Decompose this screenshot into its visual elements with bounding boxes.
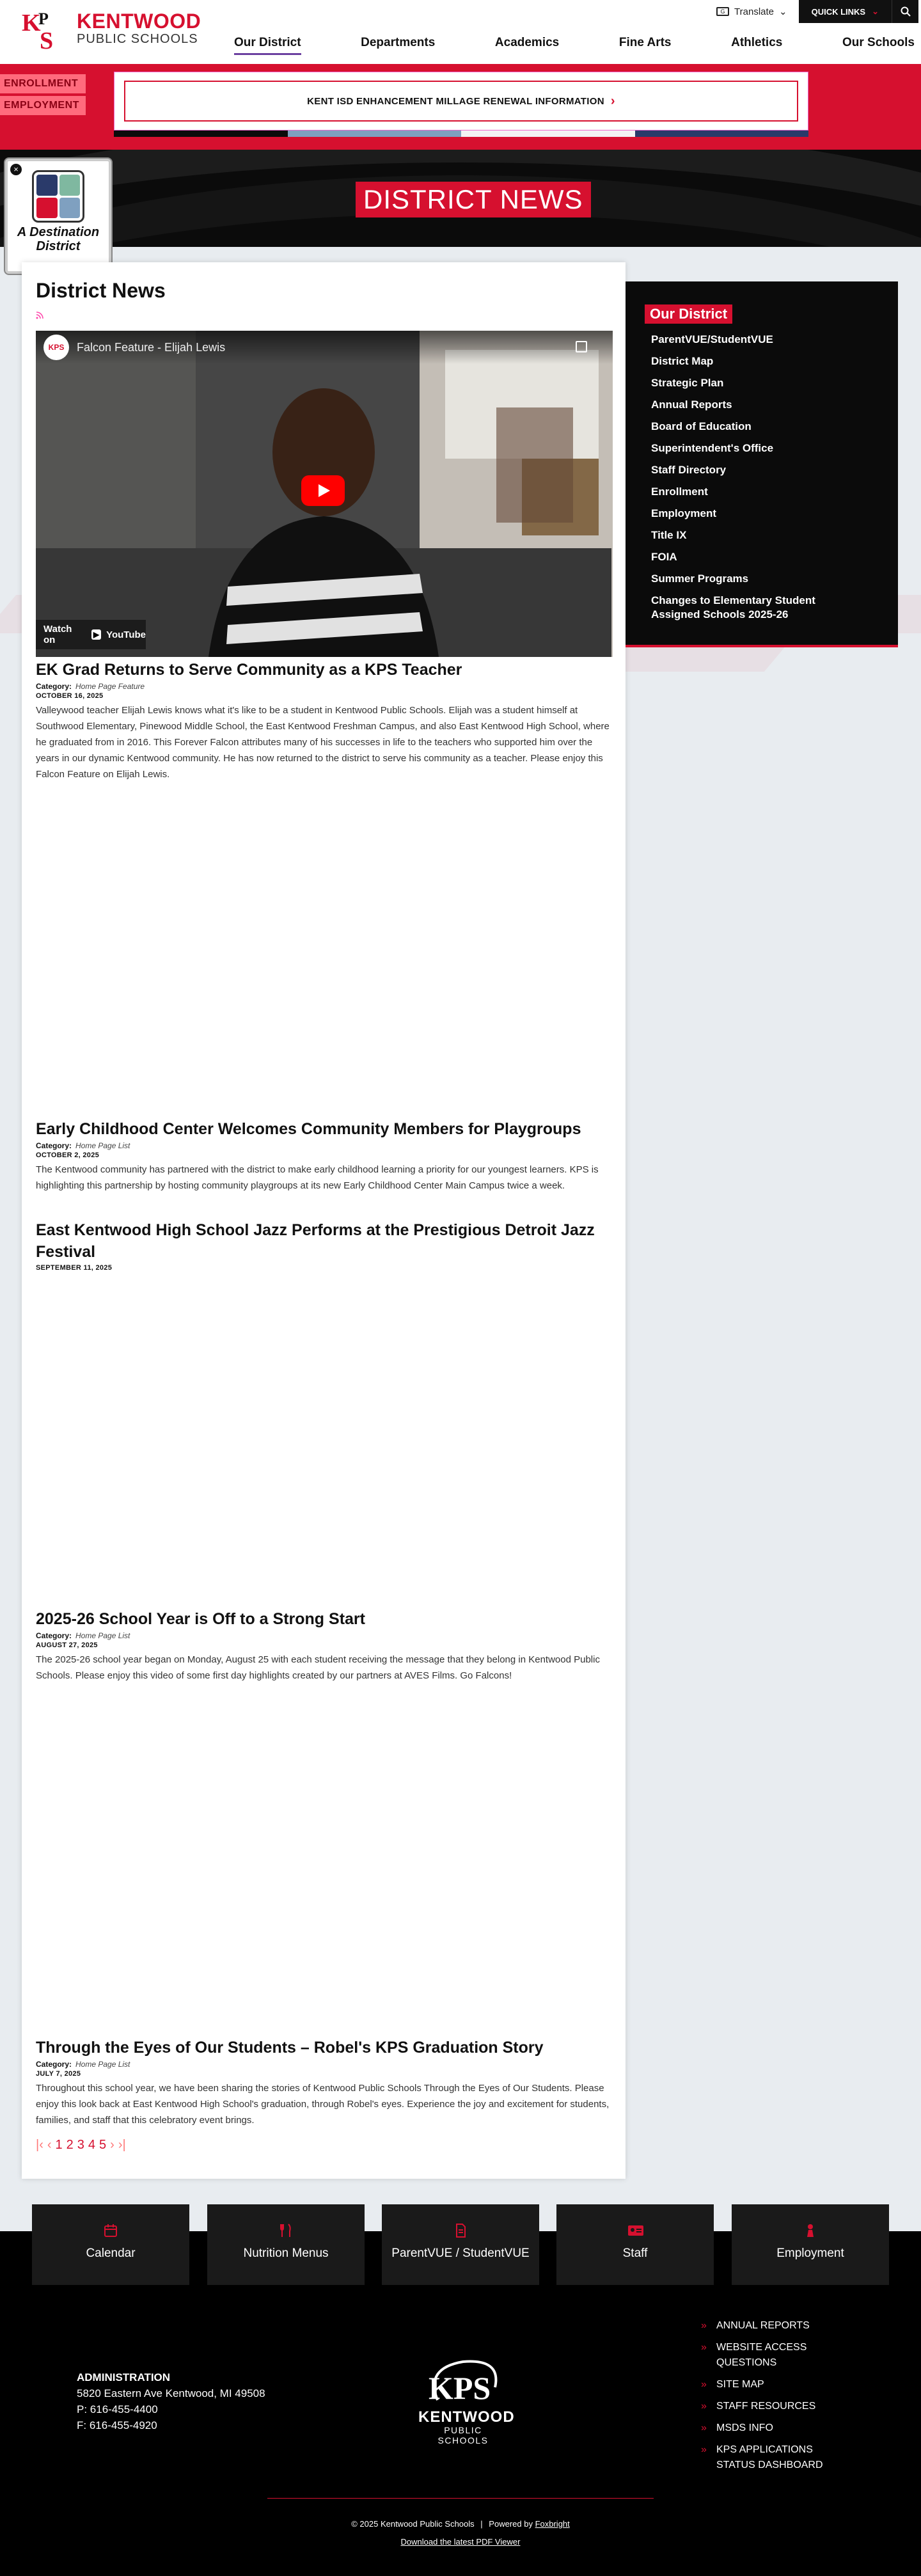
alert-link[interactable] <box>124 81 798 122</box>
first-page-icon[interactable]: |‹ <box>36 2138 43 2152</box>
article-summary: The 2025-26 school year began on Monday, August 25 with each student receiving the message that they belong in Kentwood Public Schools. Please enjoy this video of some first day highlights created by our partners at AVES Films. Go Falcons! <box>36 1654 600 1681</box>
close-icon[interactable]: × <box>10 164 22 175</box>
destination-district-icon <box>32 170 84 223</box>
top-utility-bar <box>705 0 921 23</box>
quick-links-button[interactable] <box>799 0 892 23</box>
sidebar-item-staff-directory[interactable]: Staff Directory <box>651 464 727 476</box>
article-title[interactable]: EK Grad Returns to Serve Community as a KPS Teacher <box>36 661 462 679</box>
article-title[interactable]: Early Childhood Center Welcomes Community Members for Playgroups <box>36 1120 581 1138</box>
phone-text[interactable]: P: 616-455-4400 <box>77 2403 158 2415</box>
play-button-icon[interactable] <box>301 475 345 506</box>
article-summary: Throughout this school year, we have been sharing the stories of Kentwood Public Schools Through the Eyes of Our Students. Please enjoy this look back at East Kentwood High School's graduation, through Robel's eyes. Experience the joy and excitement for students, families, and staff that this celebratory event brings. <box>36 2083 610 2126</box>
prev-page-icon[interactable]: ‹ <box>47 2138 52 2152</box>
page-link[interactable]: 4 <box>88 2138 96 2152</box>
translate-label: Translate <box>734 6 775 17</box>
article-category: Category: Home Page List <box>36 1141 130 1150</box>
translate-icon: G <box>716 7 729 16</box>
sidebar-item-board-of-education[interactable]: Board of Education <box>651 420 752 432</box>
badge-line-2: District <box>36 239 81 253</box>
article-category: Category: Home Page List <box>36 2060 130 2069</box>
page-link[interactable]: 5 <box>99 2138 107 2152</box>
sidebar-item-district-map[interactable]: District Map <box>651 355 714 367</box>
footer-divider <box>267 2498 654 2499</box>
nav-athletics[interactable]: Athletics <box>731 36 783 49</box>
nav-our-schools[interactable]: Our Schools <box>842 36 915 49</box>
address-text: 5820 Eastern Ave Kentwood, MI 49508 <box>77 2387 265 2399</box>
article-date: AUGUST 27, 2025 <box>36 1641 98 1649</box>
hero-title: DISTRICT NEWS <box>356 182 591 217</box>
article-date: OCTOBER 2, 2025 <box>36 1151 100 1159</box>
sidebar-item-parentvue[interactable]: ParentVUE/StudentVUE <box>651 333 773 345</box>
svg-text:KPS: KPS <box>429 2370 491 2406</box>
footer-logo-name: KENTWOOD <box>418 2408 515 2426</box>
last-page-icon[interactable]: ›| <box>118 2138 126 2152</box>
alert-box <box>114 72 808 130</box>
page-link[interactable]: 3 <box>77 2138 84 2152</box>
chevron-down-icon: ⌄ <box>872 6 879 16</box>
youtube-logo: ▶ <box>91 629 101 640</box>
tile-label: Nutrition Menus <box>243 2247 329 2260</box>
article-summary: The Kentwood community has partnered with the district to make early childhood learning a priority for our youngest learners. KPS is highlighting this partnership by hosting community playgroups at its new Early Childhood Center Main Campus twice a week. <box>36 1164 599 1191</box>
alert-color-strip <box>114 130 808 137</box>
page-title: District News <box>36 279 166 302</box>
tile-label: Employment <box>776 2247 844 2260</box>
calendar-icon <box>103 2224 118 2239</box>
next-page-icon[interactable]: › <box>110 2138 114 2152</box>
page-link[interactable]: 1 <box>55 2138 63 2152</box>
news-article <box>36 659 613 782</box>
sidebar-item-employment[interactable]: Employment <box>651 507 717 519</box>
article-category: Category: Home Page Feature <box>36 682 145 691</box>
destination-district-badge[interactable] <box>5 159 111 274</box>
tile-parentvue[interactable] <box>382 2204 539 2285</box>
footer-link-staff-resources[interactable]: » STAFF RESOURCES <box>700 2399 847 2414</box>
sidebar-item-superintendent[interactable]: Superintendent's Office <box>651 442 774 454</box>
nav-departments[interactable]: Departments <box>361 36 436 49</box>
article-title[interactable]: Through the Eyes of Our Students – Robel's KPS Graduation Story <box>36 2039 544 2057</box>
id-card-icon <box>627 2224 643 2239</box>
pagination <box>36 2138 126 2153</box>
alert-text: KENT ISD ENHANCEMENT MILLAGE RENEWAL INFORMATION <box>307 95 604 107</box>
svg-text:P: P <box>38 10 49 28</box>
copyright-text: © 2025 Kentwood Public Schools <box>351 2519 475 2529</box>
search-button[interactable] <box>892 0 921 23</box>
kps-logo-mark <box>20 5 72 51</box>
sidebar-item-assigned-schools[interactable]: Changes to Elementary Student Assigned Schools 2025-26 <box>651 594 815 620</box>
article-date: SEPTEMBER 11, 2025 <box>36 1264 113 1272</box>
document-icon <box>453 2224 468 2239</box>
pdf-viewer-link[interactable]: Download the latest PDF Viewer <box>400 2537 521 2547</box>
news-article <box>36 2037 613 2128</box>
page-link[interactable]: 2 <box>66 2138 74 2152</box>
sidebar-item-summer-programs[interactable]: Summer Programs <box>651 573 749 585</box>
main-nav <box>211 36 915 55</box>
news-article <box>36 1608 613 1684</box>
tile-nutrition-menus[interactable] <box>207 2204 365 2285</box>
news-article <box>36 1118 613 1194</box>
fax-text: F: 616-455-4920 <box>77 2419 157 2431</box>
article-title[interactable]: East Kentwood High School Jazz Performs at the Prestigious Detroit Jazz Festival <box>36 1221 595 1261</box>
nav-academics[interactable]: Academics <box>494 36 560 49</box>
footer-link-msds-info[interactable]: » MSDS INFO <box>700 2421 847 2436</box>
footer-address <box>77 2369 265 2433</box>
foxbright-link[interactable]: Foxbright <box>535 2519 570 2529</box>
youtube-label: YouTube <box>106 629 146 640</box>
logo-title: KENTWOOD <box>77 10 201 33</box>
footer-link-site-map[interactable]: » SITE MAP <box>700 2377 847 2392</box>
tile-label: Calendar <box>86 2247 136 2260</box>
quick-links-label: QUICK LINKS <box>811 6 866 17</box>
news-article <box>36 1219 613 1272</box>
sidebar-item-foia[interactable]: FOIA <box>651 551 677 563</box>
person-icon <box>803 2224 818 2239</box>
channel-avatar[interactable]: KPS <box>43 335 69 360</box>
search-icon <box>901 6 911 17</box>
sidebar-item-annual-reports[interactable]: Annual Reports <box>651 399 732 411</box>
utensils-icon <box>278 2224 294 2239</box>
site-logo[interactable] <box>20 5 206 51</box>
footer-logo[interactable] <box>418 2355 515 2451</box>
tile-staff[interactable] <box>556 2204 714 2285</box>
video-title-bar <box>36 331 613 364</box>
watch-on-youtube-button[interactable] <box>36 620 146 649</box>
footer-link-website-access[interactable]: » WEBSITE ACCESS QUESTIONS <box>700 2340 847 2371</box>
video-title[interactable]: Falcon Feature - Elijah Lewis <box>77 340 226 354</box>
article-category: Category: Home Page List <box>36 1631 130 1640</box>
article-title[interactable]: 2025-26 School Year is Off to a Strong Start <box>36 1610 365 1628</box>
enrollment-button[interactable]: ENROLLMENT <box>0 74 86 93</box>
admin-heading: ADMINISTRATION <box>77 2371 171 2383</box>
nav-fine-arts[interactable]: Fine Arts <box>618 36 672 49</box>
article-date: OCTOBER 16, 2025 <box>36 692 104 700</box>
copyright: © 2025 Kentwood Public Schools | Powered by Foxbright <box>351 2519 570 2529</box>
chevron-right-icon: › <box>610 93 615 108</box>
sidebar-title[interactable]: Our District <box>645 304 732 324</box>
copy-link-icon[interactable] <box>576 341 587 352</box>
chevron-down-icon: ⌄ <box>779 6 787 17</box>
tile-label: ParentVUE / StudentVUE <box>391 2247 530 2260</box>
tile-label: Staff <box>622 2247 648 2260</box>
article-date: JULY 7, 2025 <box>36 2070 81 2078</box>
powered-by-label: Powered by <box>489 2519 533 2529</box>
footer-links <box>700 2318 847 2479</box>
watch-on-label: Watch on <box>43 624 72 645</box>
article-summary: Valleywood teacher Elijah Lewis knows what it's like to be a student in Kentwood Public Schools. Elijah was a student himself at Southwood Elementary, Pinewood Middle School, the East Kentwood Freshman Campus, and also East Kentwood High School, where he graduated from in 2016. This Forever Falcon attributes many of his successes in life to the teachers who supported him over the years in our dynamic Kentwood community. He has now returned to the district to serve his community as a teacher. Please enjoy this Falcon Feature on Elijah Lewis. <box>36 705 610 780</box>
sidebar-item-strategic-plan[interactable]: Strategic Plan <box>651 377 724 389</box>
video-player[interactable] <box>36 331 613 657</box>
sidebar-item-enrollment[interactable]: Enrollment <box>651 486 708 498</box>
tile-employment[interactable] <box>732 2204 889 2285</box>
translate-button[interactable] <box>705 0 799 23</box>
rss-icon[interactable] <box>36 312 611 322</box>
footer-link-applications-dashboard[interactable]: » KPS APPLICATIONS STATUS DASHBOARD <box>700 2442 847 2473</box>
badge-line-1: A Destination <box>17 225 100 239</box>
footer-logo-sub: PUBLIC SCHOOLS <box>437 2425 489 2446</box>
logo-subtitle: PUBLIC SCHOOLS <box>77 32 198 46</box>
footer-link-annual-reports[interactable]: » ANNUAL REPORTS <box>700 2318 847 2334</box>
employment-button[interactable]: EMPLOYMENT <box>0 96 86 115</box>
nav-our-district[interactable]: Our District <box>234 36 301 55</box>
svg-text:K: K <box>22 10 41 36</box>
page-hero <box>0 150 921 247</box>
sidebar-item-title-ix[interactable]: Title IX <box>651 529 687 541</box>
section-sidebar <box>626 281 898 647</box>
kps-footer-mark <box>418 2355 508 2406</box>
tile-calendar[interactable] <box>32 2204 189 2285</box>
svg-text:S: S <box>40 28 54 51</box>
site-header <box>0 0 921 64</box>
